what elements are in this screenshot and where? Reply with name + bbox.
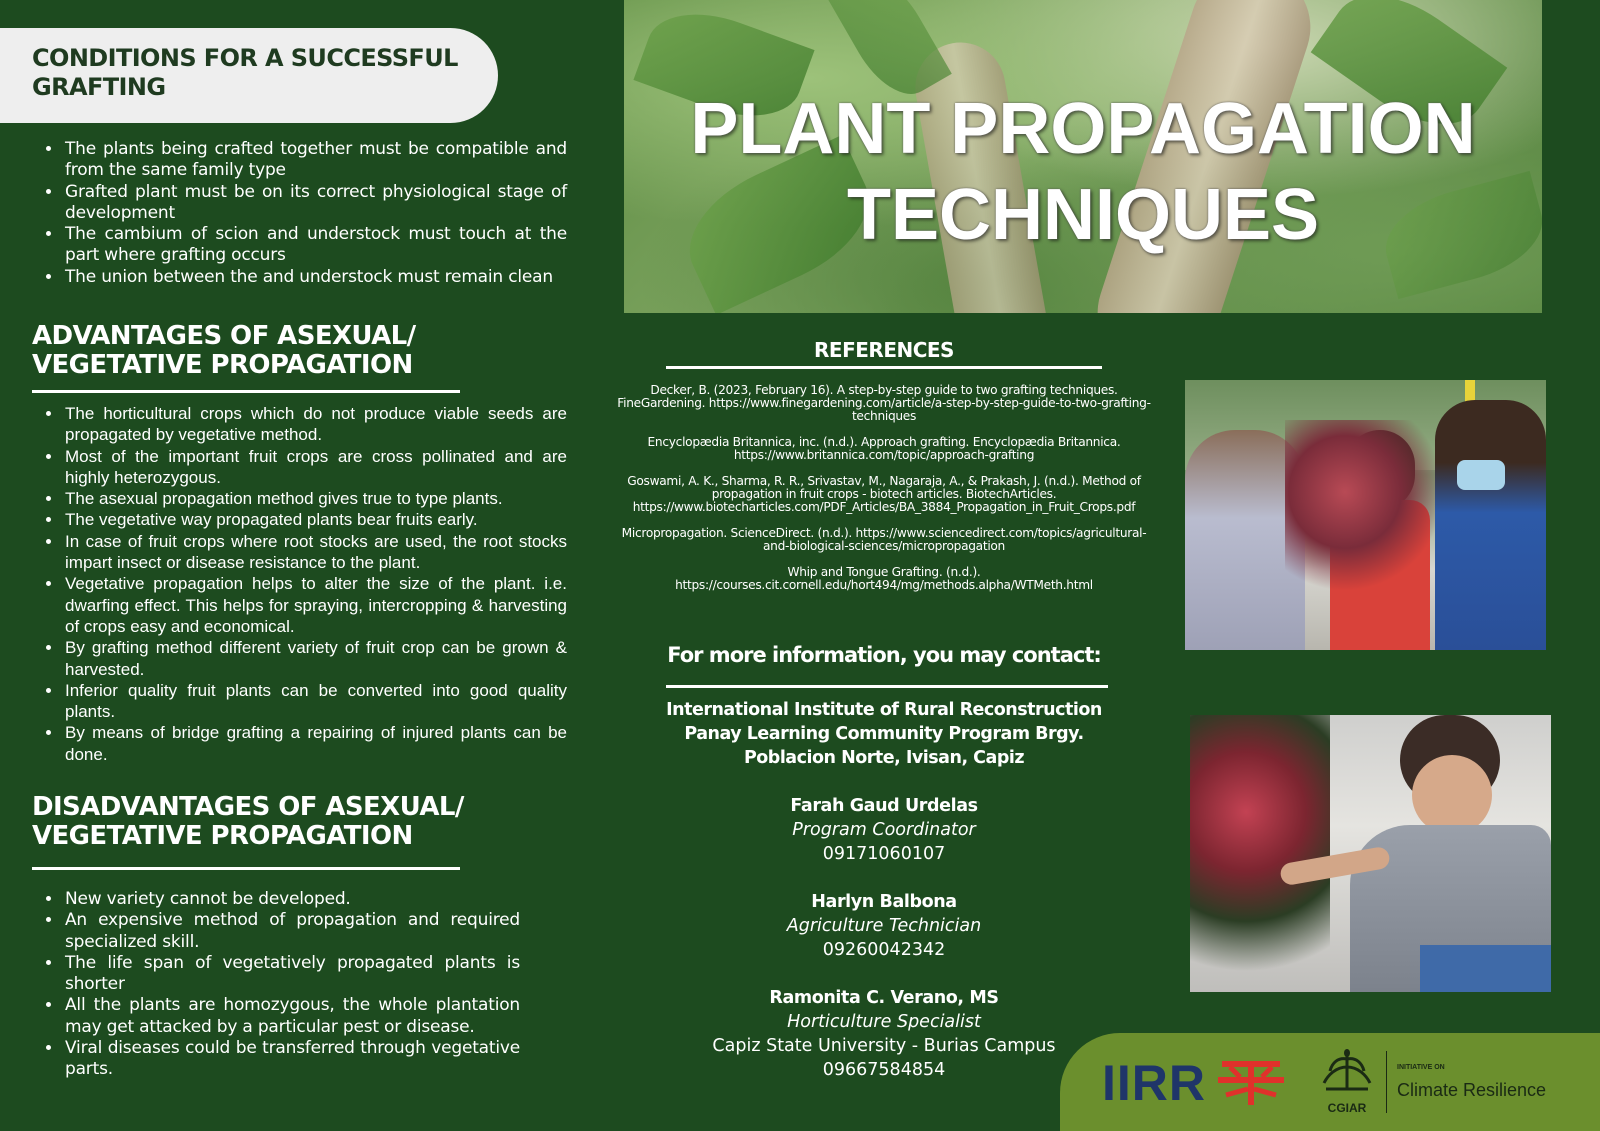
contact-phone: 09171060107: [822, 844, 946, 864]
references-list: [614, 384, 1154, 605]
conditions-title: CONDITIONS FOR A SUCCESSFUL GRAFTING: [32, 44, 458, 101]
initiative-name: Climate Resilience: [1397, 1080, 1547, 1100]
hero-title-line1: PLANT PROPAGATION: [690, 89, 1476, 169]
photo-woman-face: [1412, 755, 1492, 835]
photo-croton-plant: [1285, 420, 1435, 600]
logo-divider: [1386, 1051, 1387, 1113]
contact-person: [614, 794, 1154, 866]
list-item: • An expensive method of propagation and required specialized skill.: [63, 910, 520, 953]
list-item: • Most of the important fruit crops are cross pollinated and are highly heterozygous.: [63, 446, 567, 489]
disadvantages-list: [33, 889, 520, 1081]
org-line: International Institute of Rural Reconstruction: [666, 700, 1102, 720]
list-item: • The plants being crafted together must be compatible and from the same family type: [63, 139, 567, 182]
photo-woman-grafting: [1190, 715, 1551, 992]
iirr-emblem-icon: [1218, 1055, 1284, 1107]
photo-group-grafting: [1185, 380, 1546, 650]
logo-bar: [1060, 1033, 1600, 1131]
reference-item: Encyclopædia Britannica, inc. (n.d.). Approach grafting. Encyclopædia Britannica. https://www.britannica.com/topic/approach-grafting: [647, 435, 1121, 462]
hero-title-line2: TECHNIQUES: [846, 175, 1320, 255]
contact-role: Agriculture Technician: [786, 916, 982, 936]
references-divider: [666, 366, 1102, 369]
contact-role: Program Coordinator: [792, 820, 976, 840]
list-item: • By grafting method different variety of fruit crop can be grown & harvested.: [63, 637, 567, 680]
list-item: • The life span of vegetatively propagated plants is shorter: [63, 953, 520, 996]
contact-person: [614, 890, 1154, 962]
cgiar-emblem-icon: [1318, 1049, 1376, 1093]
contact-name: Harlyn Balbona: [811, 892, 957, 912]
photo-croton-plant: [1190, 715, 1330, 992]
photo-person-right: [1435, 400, 1546, 650]
list-item: • The cambium of scion and understock must touch at the part where grafting occurs: [63, 224, 567, 267]
disadvantages-divider: [32, 867, 460, 870]
org-line: Poblacion Norte, Ivisan, Capiz: [743, 748, 1025, 768]
list-item: • The horticultural crops which do not produce viable seeds are propagated by vegetative method.: [63, 403, 567, 446]
list-item: • The union between the and understock must remain clean: [63, 267, 567, 288]
list-item: • Vegetative propagation helps to alter the size of the plant. i.e. dwarfing effect. This helps for spraying, intercropping & harvesting of crops easy and economical.: [63, 573, 567, 637]
list-item: • In case of fruit crops where root stocks are used, the root stocks impart insect or disease resistance to the plant.: [63, 531, 567, 574]
contact-name: Ramonita C. Verano, MS: [769, 988, 999, 1008]
reference-item: Decker, B. (2023, February 16). A step-by-step guide to two grafting techniques. FineGardening. https://www.finegardening.com/article/a-step-by-step-guide-to-two-grafting-techniques: [617, 383, 1151, 423]
photo-face-mask: [1457, 460, 1505, 490]
contact-affiliation: Capiz State University - Burias Campus: [712, 1036, 1056, 1056]
list-item: • Viral diseases could be transferred through vegetative parts.: [63, 1038, 520, 1081]
hero-banner: [624, 0, 1542, 313]
contact-role: Horticulture Specialist: [787, 1012, 981, 1032]
list-item: • Inferior quality fruit plants can be converted into good quality plants.: [63, 680, 567, 723]
advantages-title: ADVANTAGES OF ASEXUAL/ VEGETATIVE PROPAGATION: [32, 321, 416, 380]
cgiar-logo-text: CGIAR: [1327, 1101, 1367, 1115]
advantages-list: [33, 403, 567, 765]
list-item: • The vegetative way propagated plants bear fruits early.: [63, 509, 567, 530]
reference-item: Goswami, A. K., Sharma, R. R., Srivastav, M., Nagaraja, A., & Prakash, J. (n.d.). Method of propagation in fruit crops - biotech articles. BiotechArticles. https://www.biotecharticles.com/PDF_Articles/BA_3884_Propagation_in_Fruit_Crops.pdf: [627, 474, 1141, 514]
hero-title: [624, 86, 1542, 258]
advantages-divider: [32, 390, 460, 393]
list-item: • Grafted plant must be on its correct physiological stage of development: [63, 182, 567, 225]
list-item: • New variety cannot be developed.: [63, 889, 520, 910]
contact-block: [614, 698, 1154, 1082]
list-item: • The asexual propagation method gives true to type plants.: [63, 488, 567, 509]
contact-divider: [666, 685, 1108, 688]
iirr-logo-text: IIRR: [1102, 1055, 1206, 1111]
list-item: • All the plants are homozygous, the whole plantation may get attacked by a particular pest or disease.: [63, 995, 520, 1038]
reference-item: Micropropagation. ScienceDirect. (n.d.). https://www.sciencedirect.com/topics/agricultural-and-biological-sciences/micropropagation: [621, 526, 1147, 553]
reference-item: Whip and Tongue Grafting. (n.d.). https://courses.cit.cornell.edu/hort494/mg/methods.alpha/WTMeth.html: [675, 565, 1093, 592]
contact-title: For more information, you may contact:: [667, 643, 1101, 667]
organization-address: [614, 698, 1154, 770]
initiative-label: INITIATIVE ON: [1397, 1064, 1445, 1071]
conditions-list: [33, 139, 567, 288]
contact-phone: 09667584854: [822, 1060, 946, 1080]
list-item: • By means of bridge grafting a repairing of injured plants can be done.: [63, 722, 567, 765]
conditions-header: [0, 28, 498, 123]
contact-name: Farah Gaud Urdelas: [790, 796, 978, 816]
org-line: Panay Learning Community Program Brgy.: [684, 724, 1084, 744]
photo-woman-jeans: [1420, 945, 1551, 992]
contact-phone: 09260042342: [822, 940, 946, 960]
disadvantages-title: DISADVANTAGES OF ASEXUAL/ VEGETATIVE PROPAGATION: [32, 792, 464, 851]
references-title: REFERENCES: [814, 338, 954, 362]
